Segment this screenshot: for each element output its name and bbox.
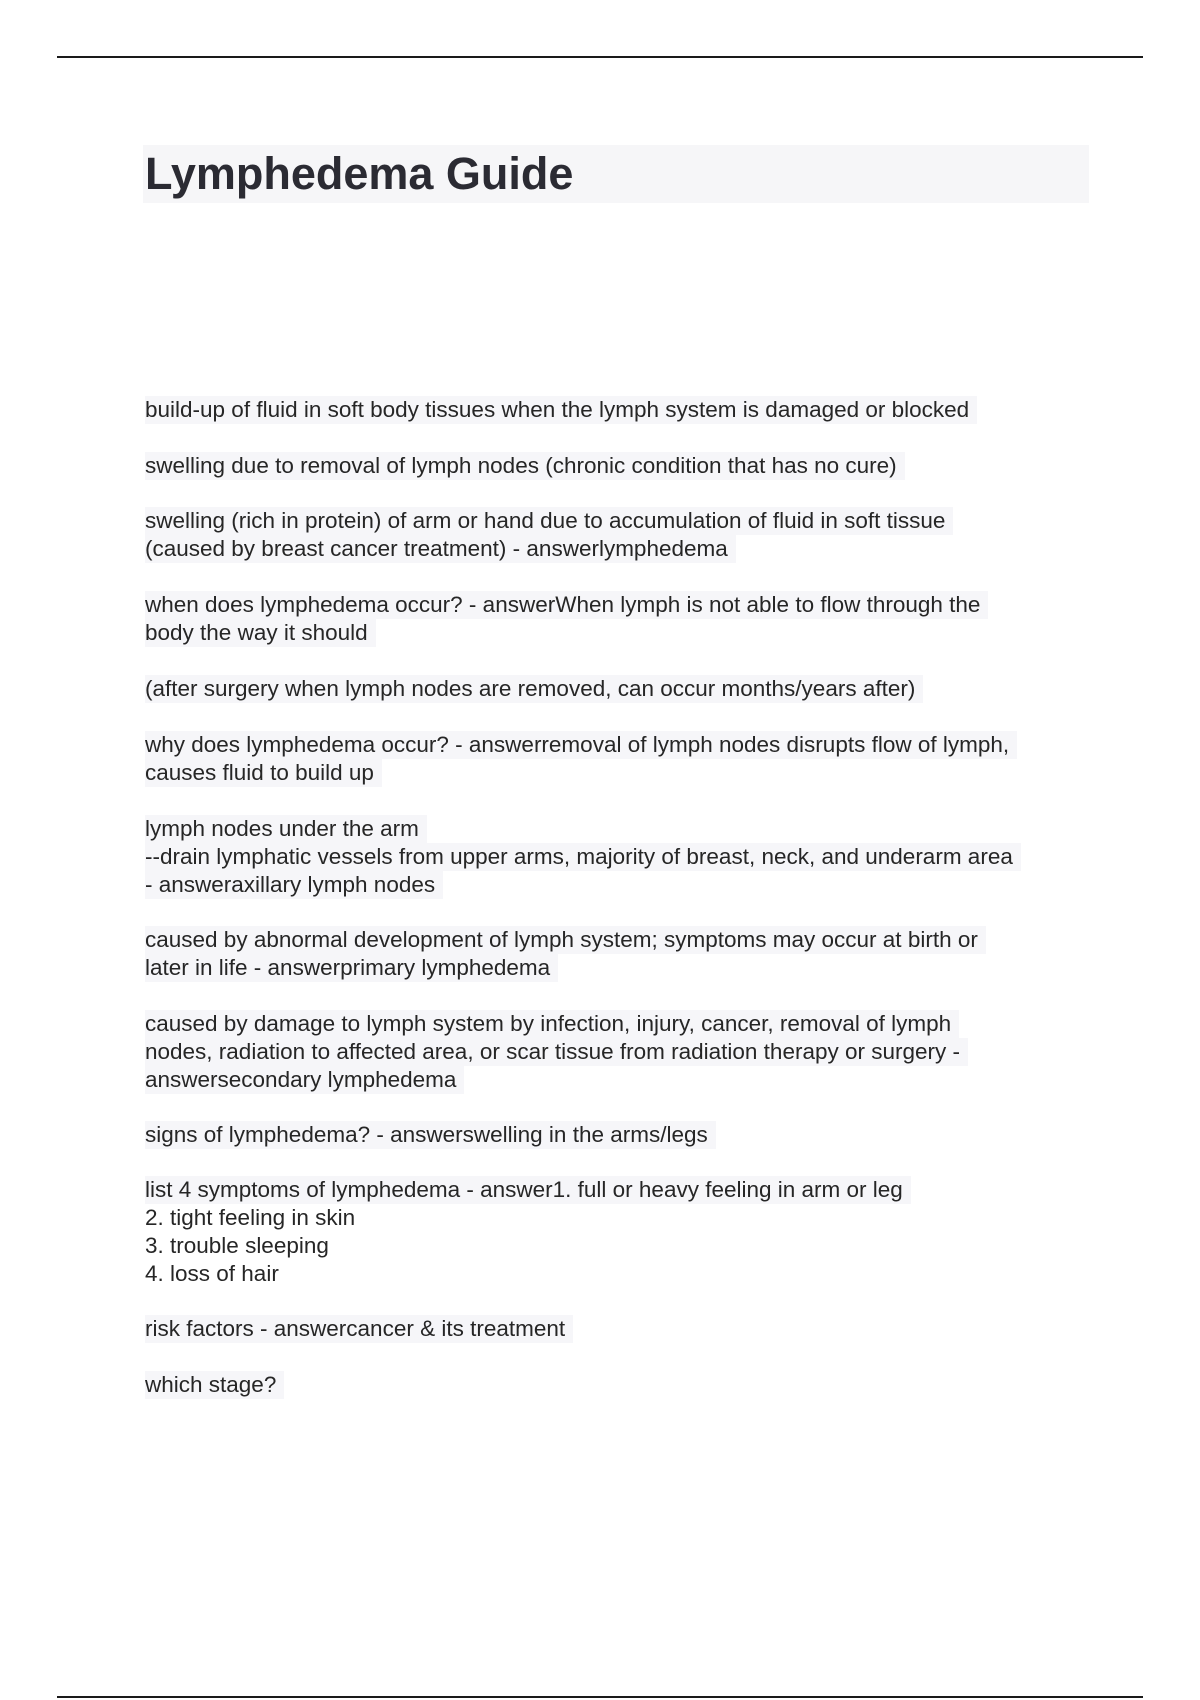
entry-line: 4. loss of hair: [145, 1261, 279, 1286]
entry-fluid-buildup: [145, 396, 1085, 424]
entry-line: causes fluid to build up: [145, 759, 382, 787]
entry-symptoms: [145, 1176, 1085, 1288]
entry-line: (caused by breast cancer treatment) - answerlymphedema: [145, 535, 736, 563]
entry-line: caused by damage to lymph system by infection, injury, cancer, removal of lymph: [145, 1010, 959, 1038]
entry-signs: [145, 1121, 1085, 1149]
entry-secondary-lymphedema: [145, 1010, 1085, 1094]
entry-line: answersecondary lymphedema: [145, 1066, 464, 1094]
entry-line: why does lymphedema occur? - answerremoval of lymph nodes disrupts flow of lymph,: [145, 731, 1017, 759]
entry-risk-factors: [145, 1315, 1085, 1343]
entry-why-occur: [145, 731, 1085, 787]
entry-swelling-protein: [145, 507, 1085, 563]
entry-line: (after surgery when lymph nodes are removed, can occur months/years after): [145, 675, 923, 703]
entry-after-surgery: [145, 675, 1085, 703]
entry-line: body the way it should: [145, 619, 376, 647]
entry-line: when does lymphedema occur? - answerWhen lymph is not able to flow through the: [145, 591, 988, 619]
entry-swelling-removal: [145, 452, 1085, 480]
entry-line: 3. trouble sleeping: [145, 1233, 329, 1258]
entry-line: signs of lymphedema? - answerswelling in the arms/legs: [145, 1121, 716, 1149]
entry-axillary-nodes: [145, 815, 1085, 899]
entry-line: caused by abnormal development of lymph system; symptoms may occur at birth or: [145, 926, 986, 954]
entry-line: swelling due to removal of lymph nodes (chronic condition that has no cure): [145, 452, 905, 480]
entry-when-occur: [145, 591, 1085, 647]
entry-line: which stage?: [145, 1371, 284, 1399]
bottom-rule: [57, 1696, 1143, 1698]
entry-line: list 4 symptoms of lymphedema - answer1. full or heavy feeling in arm or leg: [145, 1176, 911, 1204]
entry-line: - answeraxillary lymph nodes: [145, 871, 443, 899]
page-title: Lymphedema Guide: [145, 148, 574, 199]
entry-line: swelling (rich in protein) of arm or hand due to accumulation of fluid in soft tissue: [145, 507, 953, 535]
entry-primary-lymphedema: [145, 926, 1085, 982]
entry-line: --drain lymphatic vessels from upper arms, majority of breast, neck, and underarm area: [145, 843, 1021, 871]
entry-line: build-up of fluid in soft body tissues when the lymph system is damaged or blocked: [145, 396, 977, 424]
entry-which-stage: [145, 1371, 1085, 1399]
entry-line: risk factors - answercancer & its treatment: [145, 1315, 573, 1343]
entry-line: 2. tight feeling in skin: [145, 1205, 356, 1230]
entry-line: lymph nodes under the arm: [145, 815, 427, 843]
top-rule: [57, 56, 1143, 58]
entry-line: later in life - answerprimary lymphedema: [145, 954, 558, 982]
entry-line: nodes, radiation to affected area, or scar tissue from radiation therapy or surgery -: [145, 1038, 968, 1066]
